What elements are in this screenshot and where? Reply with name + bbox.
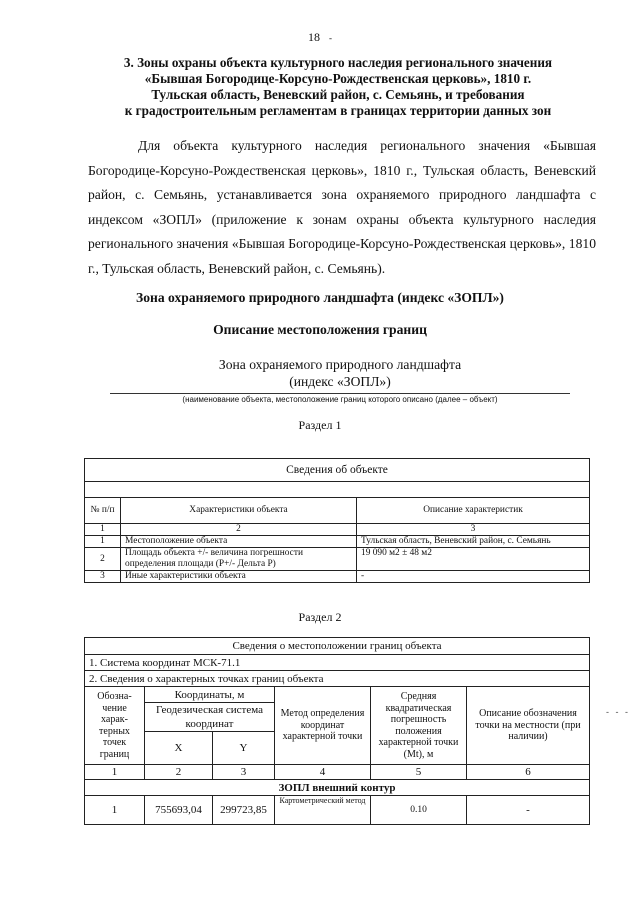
page-number-marker: - <box>329 33 332 43</box>
table-title: Сведения о местоположении границ объекта <box>85 638 590 655</box>
heading-line: 3. Зоны охраны объекта культурного наследия регионального значения <box>123 55 553 70</box>
row-name: Площадь объекта +/- величина погрешности определения площади (Р+/- Дельта Р) <box>121 548 357 571</box>
table-header-row <box>85 687 590 703</box>
section-heading <box>78 55 598 119</box>
point-description: - <box>467 796 590 825</box>
table-title-row <box>85 638 590 655</box>
row-value: Тульская область, Веневский район, с. Семьянь <box>357 536 590 548</box>
index-cell: 4 <box>275 765 371 780</box>
object-name-underline <box>110 393 570 394</box>
row-num: 3 <box>85 571 121 583</box>
header-description: Описание обозначения точки на местности (при наличии) <box>467 687 590 765</box>
page-number <box>0 30 640 45</box>
point-y: 299723,85 <box>213 796 275 825</box>
header-designation: Обозна-чение харак-терных точек границ <box>85 687 145 765</box>
table-row <box>85 796 590 825</box>
index-cell: 3 <box>357 524 590 536</box>
coord-system-row <box>85 655 590 671</box>
index-cell: 3 <box>213 765 275 780</box>
row-name: Местоположение объекта <box>121 536 357 548</box>
header-y: Y <box>213 732 275 765</box>
point-designation: 1 <box>85 796 145 825</box>
header-description: Описание характеристик <box>357 498 590 524</box>
index-cell: 5 <box>371 765 467 780</box>
section2-label: Раздел 2 <box>298 610 342 624</box>
heading-line: к градостроительным регламентам в границах территории данных зон <box>124 103 552 118</box>
table-spacer <box>85 482 590 498</box>
table-title: Сведения об объекте <box>85 459 590 482</box>
object-caption: (наименование объекта, местоположение границ которого описано (далее – объект) <box>182 395 498 404</box>
object-name-line: Зона охраняемого природного ландшафта <box>218 357 462 372</box>
index-cell: 6 <box>467 765 590 780</box>
header-num: № п/п <box>85 498 121 524</box>
header-method: Метод определения координат характерной точки <box>275 687 371 765</box>
row-value: - <box>357 571 590 583</box>
table-row <box>85 536 590 548</box>
header-characteristics: Характеристики объекта <box>121 498 357 524</box>
boundary-table <box>84 637 590 825</box>
section1-label: Раздел 1 <box>298 418 342 432</box>
body-paragraph <box>88 134 596 282</box>
margin-mark: - - - <box>606 707 630 717</box>
point-method: Картометрический метод <box>275 796 371 825</box>
row-name: Иные характеристики объекта <box>121 571 357 583</box>
index-cell: 1 <box>85 765 145 780</box>
points-info-row <box>85 671 590 687</box>
object-name-line: (индекс «ЗОПЛ») <box>289 374 391 389</box>
contour-title: ЗОПЛ внешний контур <box>85 780 590 796</box>
object-info-table <box>84 458 590 583</box>
table-header-row <box>85 498 590 524</box>
row-num: 1 <box>85 536 121 548</box>
heading-line: «Бывшая Богородице-Корсуно-Рождественская церковь», 1810 г. <box>144 71 532 86</box>
points-info: 2. Сведения о характерных точках границ объекта <box>85 671 590 687</box>
index-cell: 2 <box>145 765 213 780</box>
coord-system: 1. Система координат МСК-71.1 <box>85 655 590 671</box>
header-coords: Координаты, м <box>145 687 275 703</box>
description-title: Описание местоположения границ <box>213 322 427 337</box>
index-cell: 2 <box>121 524 357 536</box>
paragraph-text: Для объекта культурного наследия регионального значения «Бывшая Богородице-Корсуно-Рождественская церковь», 1810 г., Тульская область, Веневский район, с. Семьянь, устанавливается зона охраняемого природного ландшафта с индексом «ЗОПЛ» (приложение к зонам охраны объекта культурного наследия регионального значения «Бывшая Богородице-Корсуно-Рождественская церковь», 1810 г., Тульская область, Веневский район, с. Семьянь). <box>88 138 596 276</box>
zone-title: Зона охраняемого природного ландшафта (индекс «ЗОПЛ») <box>136 290 504 305</box>
page-number-value: 18 <box>308 30 320 44</box>
table-row <box>85 571 590 583</box>
header-geodetic: Геодезическая система координат <box>145 703 275 732</box>
table-spacer-row <box>85 482 590 498</box>
table-title-row <box>85 459 590 482</box>
point-x: 755693,04 <box>145 796 213 825</box>
table-index-row <box>85 524 590 536</box>
contour-title-row <box>85 780 590 796</box>
index-cell: 1 <box>85 524 121 536</box>
object-name <box>150 356 530 390</box>
row-num: 2 <box>85 548 121 571</box>
table-index-row <box>85 765 590 780</box>
point-accuracy: 0.10 <box>371 796 467 825</box>
row-value: 19 090 м2 ± 48 м2 <box>357 548 590 571</box>
table-row <box>85 548 590 571</box>
heading-line: Тульская область, Веневский район, с. Семьянь, и требования <box>151 87 525 102</box>
header-x: X <box>145 732 213 765</box>
header-accuracy: Средняя квадратическая погрешность положения характерной точки (Мt), м <box>371 687 467 765</box>
